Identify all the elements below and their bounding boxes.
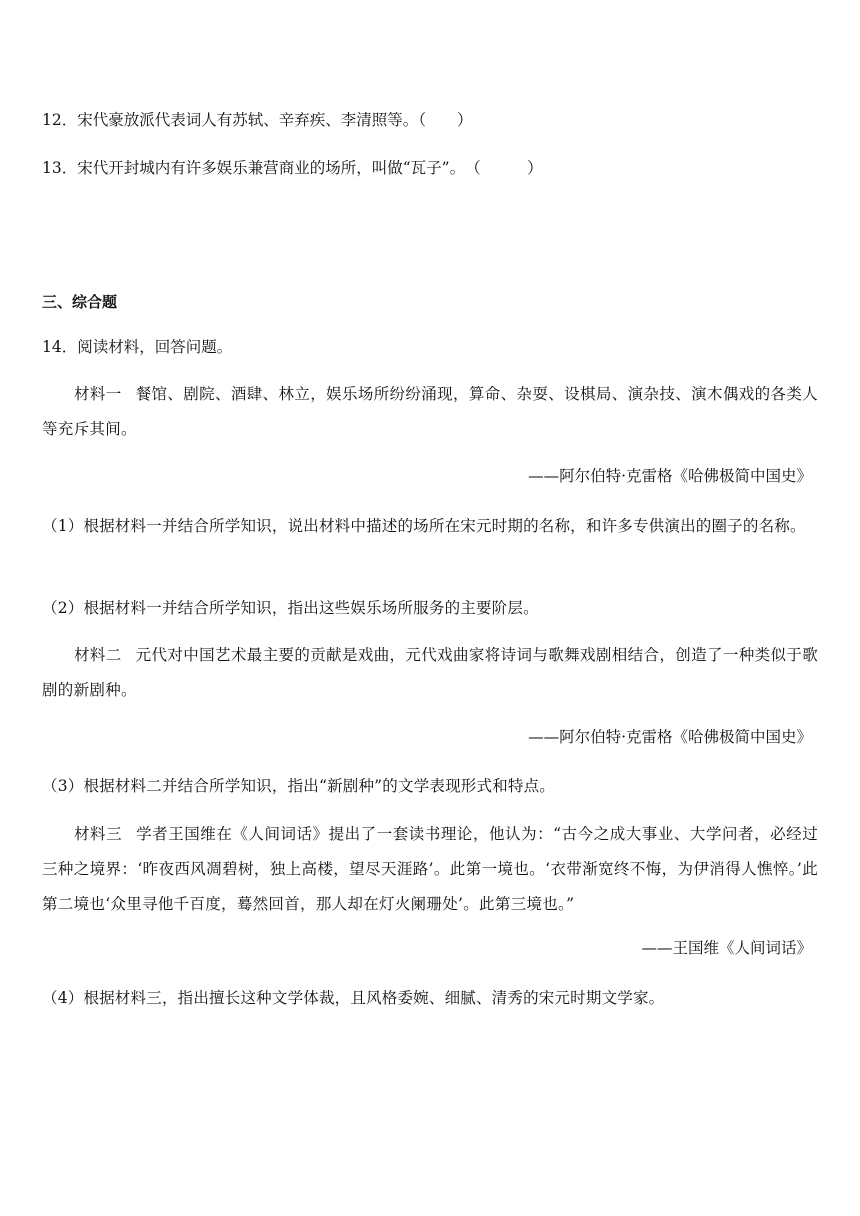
material-3: [42, 817, 818, 922]
material-3-source: ——王国维《人间词话》: [641, 939, 812, 957]
material-3-text: 学者王国维在《人间词话》提出了一套读书理论，他认为：“古今之成大事业、大学问者，必经过三种之境界：‘昨夜西风凋碧树，独上高楼，望尽天涯路’。此第一境也。‘衣带渐宽终不悔，为伊消得人憔悴。’此第二境也‘众里寻他千百度，蓦然回首，那人却在灯火阑珊处’。此第三境也。”: [42, 825, 818, 913]
question-12: 12．宋代豪放派代表词人有苏轼、辛弃疾、李清照等。（ ）: [42, 111, 473, 129]
material-2: [42, 638, 818, 708]
material-1-label: 材料一: [74, 385, 122, 403]
sub-question-3: （3）根据材料二并结合所学知识，指出“新剧种”的文学表现形式和特点。: [42, 777, 556, 795]
material-2-text: 元代对中国艺术最主要的贡献是戏曲，元代戏曲家将诗词与歌舞戏剧相结合，创造了一种类似于歌剧的新剧种。: [42, 646, 819, 699]
sub-question-1: （1）根据材料一并结合所学知识，说出材料中描述的场所在宋元时期的名称，和许多专供演出的圈子的名称。: [42, 517, 806, 535]
sub-question-2: （2）根据材料一并结合所学知识，指出这些娱乐场所服务的主要阶层。: [42, 599, 539, 617]
material-2-label: 材料二: [74, 646, 122, 664]
question-13: 13．宋代开封城内有许多娱乐兼营商业的场所，叫做“瓦子”。 （ ）: [42, 159, 543, 177]
material-1-source: ——阿尔伯特·克雷格《哈佛极简中国史》: [528, 467, 812, 485]
question-14-stem: 14．阅读材料，回答问题。: [42, 338, 233, 356]
material-2-source: ——阿尔伯特·克雷格《哈佛极简中国史》: [528, 728, 812, 746]
material-3-label: 材料三: [74, 825, 123, 843]
sub-question-4: （4）根据材料三，指出擅长这种文学体裁，且风格委婉、细腻、清秀的宋元时期文学家。: [42, 989, 665, 1007]
material-1: [42, 377, 818, 447]
material-1-text: 餐馆、剧院、酒肆、林立，娱乐场所纷纷涌现，算命、杂耍、设棋局、演杂技、演木偶戏的各类人等充斥其间。: [42, 385, 819, 438]
section-title: 三、综合题: [42, 293, 118, 311]
